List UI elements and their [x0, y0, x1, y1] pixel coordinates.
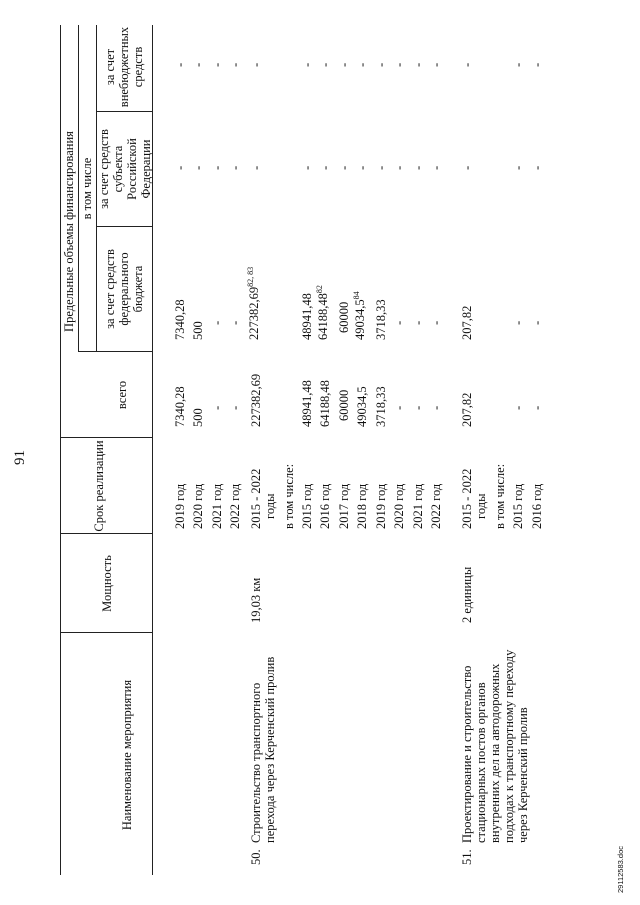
regional-cell: -	[429, 165, 443, 170]
including-label: в том числе:	[493, 463, 507, 529]
regional-cell: -	[210, 165, 224, 170]
total-cell: -	[530, 405, 544, 410]
year-cell: 2015 год	[511, 483, 525, 529]
table-top-border	[60, 25, 61, 875]
period-cell-years: годы	[474, 493, 488, 519]
extra-cell: -	[228, 62, 242, 67]
header-name: Наименование мероприятия	[120, 679, 134, 831]
year-cell: 2021 год	[210, 483, 224, 529]
federal-cell: -	[210, 320, 224, 325]
extra-cell: -	[429, 62, 443, 67]
total-cell: -	[210, 405, 224, 410]
federal-cell: 60000	[337, 301, 351, 333]
year-cell: 2019 год	[173, 483, 187, 529]
total-cell: 227382,69	[249, 373, 263, 427]
header-extrabudget: за счет внебюджетных средств	[103, 26, 145, 108]
year-cell: 2017 год	[337, 483, 351, 529]
regional-cell: -	[318, 165, 332, 170]
federal-value: 49034,5	[353, 299, 367, 340]
capacity-cell: 2 единицы	[460, 566, 474, 623]
federal-cell: 500	[191, 321, 205, 340]
extra-cell: -	[392, 62, 406, 67]
capacity-cell: 19,03 км	[249, 577, 263, 623]
total-cell: 3718,33	[374, 386, 388, 427]
total-cell: -	[429, 405, 443, 410]
header-federal: за счет средств федерального бюджета	[103, 249, 145, 329]
header-total: всего	[115, 380, 129, 410]
federal-cell: 3718,33	[374, 299, 388, 340]
total-cell: 207,82	[460, 392, 474, 427]
year-cell: 2019 год	[374, 483, 388, 529]
federal-cell: -	[392, 320, 406, 325]
federal-cell: -	[530, 320, 544, 325]
item-number: 51.	[460, 849, 474, 865]
funding-group-divider	[78, 25, 79, 352]
period-cell-years: годы	[263, 493, 277, 519]
regional-cell: -	[530, 165, 544, 170]
total-cell: 60000	[337, 389, 351, 421]
regional-cell: -	[460, 165, 474, 170]
extra-cell: -	[318, 62, 332, 67]
col-divider-5	[96, 226, 152, 227]
regional-cell: -	[411, 165, 425, 170]
regional-cell: -	[374, 165, 388, 170]
federal-cell: 48941,48	[300, 293, 314, 340]
federal-cell: -	[429, 320, 443, 325]
header-period: Срок реализации	[92, 440, 106, 532]
regional-cell: -	[173, 165, 187, 170]
regional-cell: -	[511, 165, 525, 170]
year-cell: 2020 год	[392, 483, 406, 529]
item-number: 50.	[249, 849, 263, 865]
extra-cell: -	[191, 62, 205, 67]
year-cell: 2022 год	[429, 483, 443, 529]
extra-cell: -	[530, 62, 544, 67]
year-cell: 2018 год	[355, 483, 369, 529]
item-name: Строительство транспортного перехода через Керченский пролив	[249, 656, 277, 843]
period-cell: 2015 - 2022	[249, 468, 263, 529]
year-cell: 2015 год	[300, 483, 314, 529]
regional-cell: -	[337, 165, 351, 170]
year-cell: 2020 год	[191, 483, 205, 529]
extra-cell: -	[173, 62, 187, 67]
total-cell: 48941,48	[300, 380, 314, 427]
extra-cell: -	[511, 62, 525, 67]
federal-cell	[247, 267, 261, 340]
total-cell: 500	[191, 408, 205, 427]
header-funding-group: Предельные объемы финансирования	[62, 131, 76, 332]
federal-cell	[353, 291, 367, 340]
year-cell: 2016 год	[318, 483, 332, 529]
regional-cell: -	[392, 165, 406, 170]
federal-cell: 207,82	[460, 305, 474, 340]
total-cell: 49034,5	[355, 386, 369, 427]
col-divider-6	[96, 111, 152, 112]
regional-cell: -	[300, 165, 314, 170]
extra-cell: -	[411, 62, 425, 67]
total-cell: -	[411, 405, 425, 410]
total-cell: -	[228, 405, 242, 410]
federal-value: 227382,69	[247, 286, 261, 340]
total-cell: 7340,28	[173, 386, 187, 427]
federal-value: 64188,48	[316, 293, 330, 340]
period-cell: 2015 - 2022	[460, 468, 474, 529]
regional-cell: -	[355, 165, 369, 170]
footer-filename: 29112583.doc	[616, 846, 625, 893]
extra-cell: -	[210, 62, 224, 67]
regional-cell: -	[249, 165, 263, 170]
item-name: Проектирование и строительство стационарных постов органов внутренних дел на автодорожных подходах к транспортному переходу через Керченский пролив	[460, 649, 530, 843]
extra-cell: -	[460, 62, 474, 67]
including-label: в том числе:	[282, 463, 296, 529]
federal-cell: -	[228, 320, 242, 325]
year-cell: 2016 год	[530, 483, 544, 529]
extra-cell: -	[300, 62, 314, 67]
total-cell: -	[511, 405, 525, 410]
page-number: 91	[12, 450, 28, 465]
extra-cell: -	[374, 62, 388, 67]
header-capacity: Мощность	[100, 555, 114, 612]
footnote-ref: 82	[314, 285, 324, 294]
extra-cell: -	[249, 62, 263, 67]
federal-cell: -	[511, 320, 525, 325]
footnote-ref: 84	[351, 291, 361, 300]
header-including: в том числе	[80, 157, 94, 220]
regional-cell: -	[191, 165, 205, 170]
federal-cell	[316, 285, 330, 340]
year-cell: 2021 год	[411, 483, 425, 529]
extra-cell: -	[337, 62, 351, 67]
total-cell: -	[392, 405, 406, 410]
year-cell: 2022 год	[228, 483, 242, 529]
extra-cell: -	[355, 62, 369, 67]
footnote-ref: 82, 83	[245, 266, 255, 287]
regional-cell: -	[228, 165, 242, 170]
federal-cell: -	[411, 320, 425, 325]
header-regional: за счет средств субъекта Российской Федерации	[97, 129, 153, 209]
total-cell: 64188,48	[318, 380, 332, 427]
federal-cell: 7340,28	[173, 299, 187, 340]
